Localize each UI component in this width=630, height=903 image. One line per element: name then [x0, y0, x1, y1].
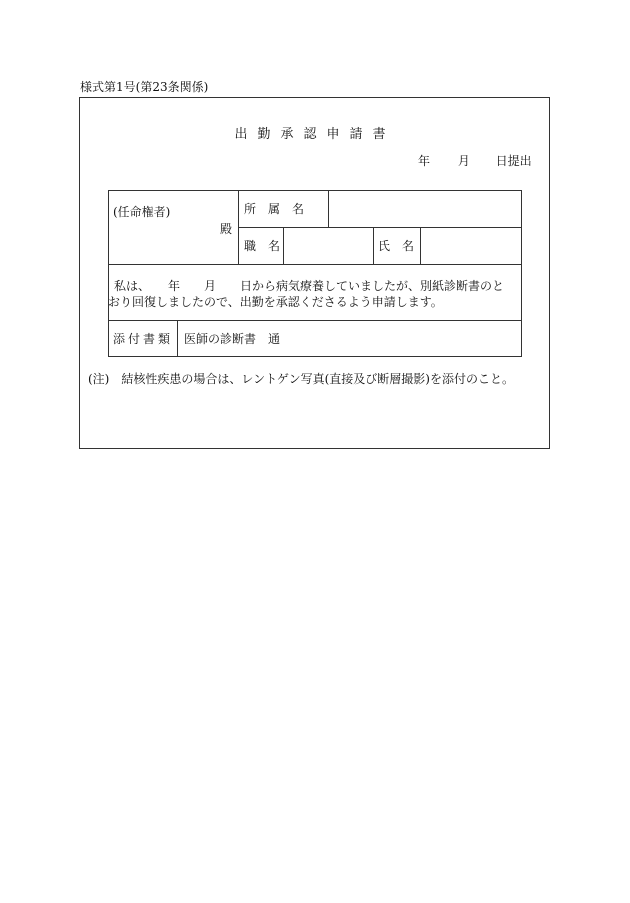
- footnote: (注) 結核性疾患の場合は、レントゲン写真(直接及び断層撮影)を添付のこと。: [88, 372, 514, 386]
- row-divider: [108, 264, 522, 265]
- position-label: 職 名: [244, 239, 281, 253]
- statement-line-1: 私は、 年 月 日から病気療養していましたが、別紙診断書のと: [114, 279, 505, 293]
- name-label: 氏 名: [378, 239, 415, 253]
- col-divider: [238, 190, 239, 264]
- date-day-submit: 日提出: [495, 154, 532, 168]
- row-divider: [238, 227, 522, 228]
- submission-date: [418, 152, 532, 169]
- col-divider: [283, 227, 284, 264]
- date-month: 月: [457, 154, 470, 168]
- page-title: 出勤承認申請書: [234, 127, 396, 142]
- col-divider: [373, 227, 374, 264]
- statement-line-2: おり回復しましたので、出勤を承認くださるよう申請します。: [108, 295, 443, 309]
- col-divider: [328, 190, 329, 227]
- date-year: 年: [418, 154, 431, 168]
- row-divider: [108, 320, 522, 321]
- col-divider: [420, 227, 421, 264]
- attachments-label: 添付書類: [113, 332, 174, 346]
- affiliation-label: 所 属 名: [244, 202, 305, 216]
- application-statement: [108, 278, 519, 310]
- form-number: 様式第1号(第23条関係): [80, 80, 209, 94]
- attachments-value: 医師の診断書 通: [184, 332, 281, 346]
- addressee-label: (任命権者): [113, 205, 171, 219]
- addressee-honorific: 殿: [220, 222, 233, 236]
- col-divider: [177, 320, 178, 357]
